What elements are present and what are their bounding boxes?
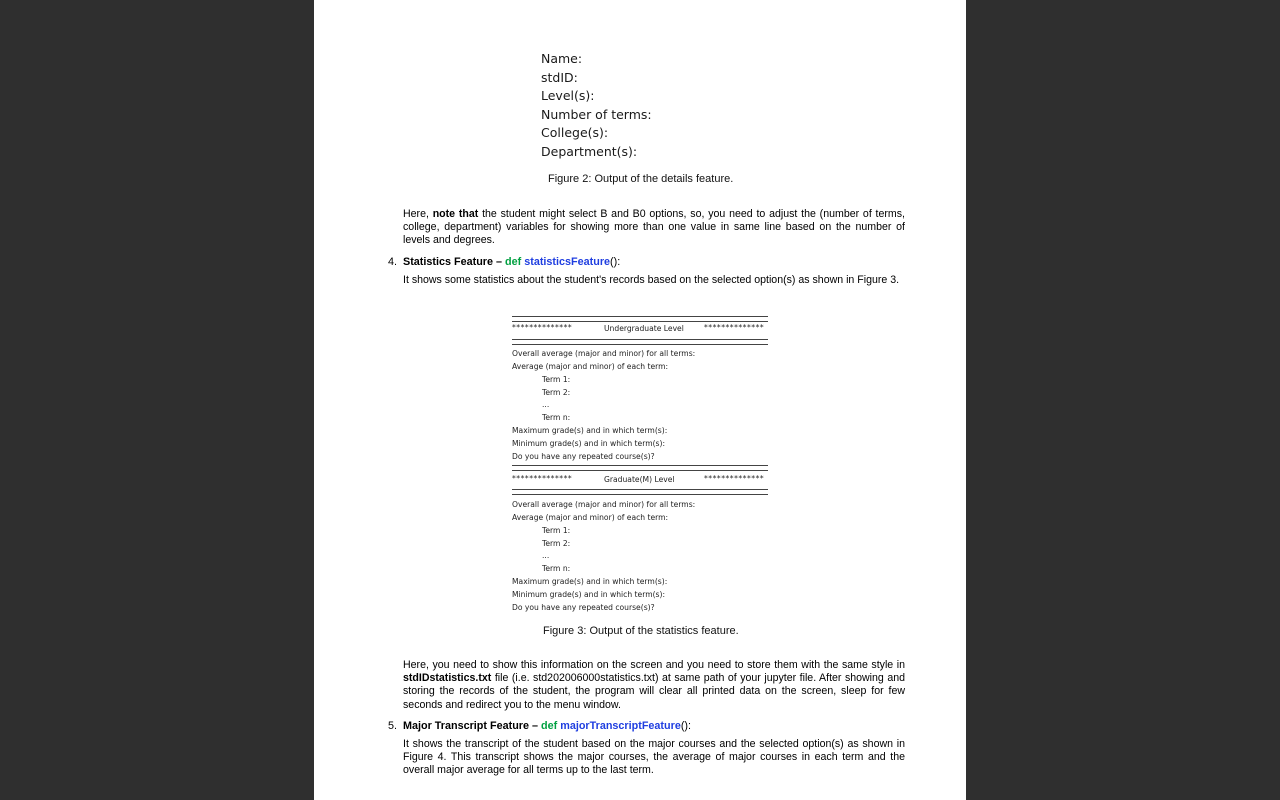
store-post: file (i.e. std202006000statistics.txt) at same path of your jupyter file. After showing and storing the records of the student, the program will clear all printed data on the screen, sleep for few seconds and redirect you to the menu window. bbox=[403, 672, 905, 711]
ug-max-grade: Maximum grade(s) and in which term(s): bbox=[512, 426, 668, 435]
note-pre: Here, bbox=[403, 208, 433, 220]
stars-right: ************** bbox=[704, 323, 765, 332]
section4-function-name: statisticsFeature bbox=[524, 256, 611, 268]
section4-number: 4. bbox=[388, 256, 398, 268]
stars-left: ************** bbox=[512, 474, 573, 483]
figure3-caption: Figure 3: Output of the statistics feature. bbox=[543, 625, 739, 637]
details-output bbox=[541, 50, 652, 162]
stars-left: ************** bbox=[512, 323, 573, 332]
section4-def-keyword: def bbox=[505, 256, 522, 268]
details-stdid: stdID: bbox=[541, 69, 578, 85]
g-min-grade: Minimum grade(s) and in which term(s): bbox=[512, 590, 666, 599]
ug-ellipsis: ... bbox=[542, 400, 550, 409]
ug-each-term-average: Average (major and minor) of each term: bbox=[512, 362, 669, 371]
note-paragraph bbox=[403, 208, 905, 248]
store-paragraph bbox=[403, 659, 905, 712]
separator-line bbox=[512, 339, 768, 345]
stars-right: ************** bbox=[704, 474, 765, 483]
ug-term1: Term 1: bbox=[542, 375, 571, 384]
separator-line bbox=[512, 465, 768, 471]
section4-heading bbox=[388, 256, 620, 268]
section4-call-parens: (): bbox=[610, 256, 621, 268]
section4-body: It shows some statistics about the student's records based on the selected option(s) as shown in Figure 3. bbox=[403, 274, 900, 286]
document-page bbox=[314, 0, 966, 800]
details-terms: Number of terms: bbox=[541, 106, 652, 122]
ug-termn: Term n: bbox=[542, 413, 571, 422]
section5-number: 5. bbox=[388, 720, 398, 732]
g-term1: Term 1: bbox=[542, 526, 571, 535]
section4-title: Statistics Feature – bbox=[403, 256, 506, 268]
ug-min-grade: Minimum grade(s) and in which term(s): bbox=[512, 439, 666, 448]
section5-call-parens: (): bbox=[680, 720, 692, 732]
note-post: the student might select B and B0 options, so, you need to adjust the (number of terms, college, department) variables for showing more than one value in same line based on the number of levels and degrees. bbox=[403, 208, 905, 247]
details-name: Name: bbox=[541, 51, 583, 66]
store-pre: Here, you need to show this information on the screen and you need to store them with the same style in bbox=[403, 659, 905, 671]
figure2-caption: Figure 2: Output of the details feature. bbox=[548, 173, 734, 185]
ug-overall-average: Overall average (major and minor) for all terms: bbox=[512, 349, 696, 358]
g-overall-average: Overall average (major and minor) for all terms: bbox=[512, 500, 696, 509]
section5-def-keyword: def bbox=[541, 720, 558, 732]
section5-body: It shows the transcript of the student based on the major courses and the selected option(s) as shown in Figure 4. This transcript shows the major courses, the average of major courses in each term and the overall major average for all terms up to the last term. bbox=[403, 738, 905, 777]
separator-line bbox=[512, 316, 768, 322]
separator-line bbox=[512, 489, 768, 495]
details-levels: Level(s): bbox=[541, 88, 595, 104]
g-ellipsis: ... bbox=[542, 551, 550, 560]
statistics-output-figure bbox=[512, 314, 768, 614]
note-bold: note that bbox=[432, 208, 479, 220]
section5-heading bbox=[388, 720, 691, 732]
g-each-term-average: Average (major and minor) of each term: bbox=[512, 513, 669, 522]
g-term2: Term 2: bbox=[542, 539, 571, 548]
details-departments: Department(s): bbox=[541, 143, 638, 159]
g-repeated-course: Do you have any repeated course(s)? bbox=[512, 603, 655, 612]
undergraduate-title: Undergraduate Level bbox=[604, 324, 684, 333]
details-colleges: College(s): bbox=[541, 125, 609, 141]
section5-function-name: majorTranscriptFeature bbox=[560, 720, 681, 732]
g-termn: Term n: bbox=[542, 564, 571, 573]
store-bold-filename: stdIDstatistics.txt bbox=[403, 672, 492, 685]
g-max-grade: Maximum grade(s) and in which term(s): bbox=[512, 577, 668, 586]
graduate-title: Graduate(M) Level bbox=[604, 475, 675, 484]
ug-repeated-course: Do you have any repeated course(s)? bbox=[512, 452, 655, 461]
ug-term2: Term 2: bbox=[542, 388, 571, 397]
section5-title: Major Transcript Feature – bbox=[403, 720, 542, 732]
